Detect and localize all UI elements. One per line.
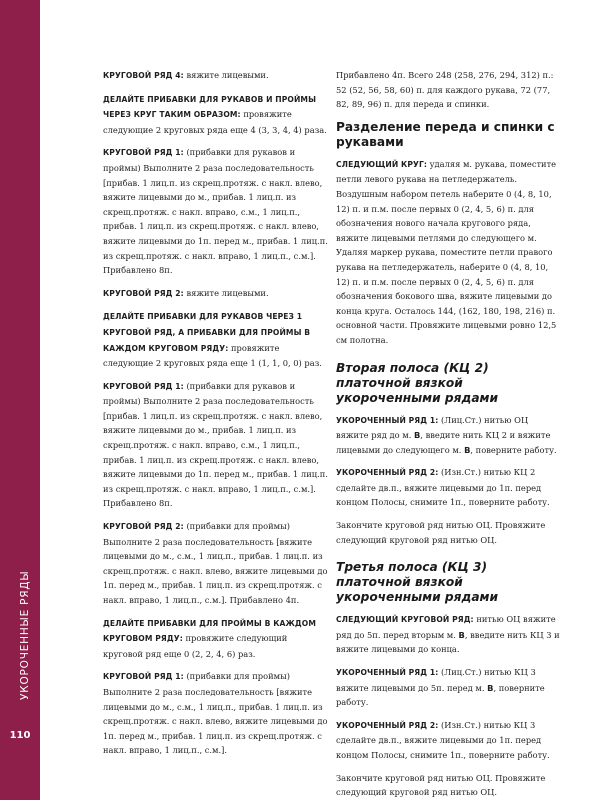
row-text: провяжите следующие 2 круговых ряда еще 1 (1, 1, 0, 0) раз. [103, 342, 322, 369]
row-text: удаляя м. рукава, поместите петли левого рукава на петледержатель. Воздушным набором петель наберите 0 (4, 8, 10, 12) п. и п.м. после первых 0 (2, 4, 5, 6) п. для обозначения нового начала кругового ряда, вяжите лицевыми петлями до следующего м. Удаляя маркер рукава, поместите петли правого рукава на петледержатель, наберите 0 (4, 8, 10, 12) п. и п.м. после первых 0 (2, 4, 5, 6) п. для обозначения бокового шва, вяжите лицевыми до конца круга. Осталось 144, (162, 180, 198, 216) п. основной части. Провяжите лицевыми ровно 12,5 см полотна. [336, 158, 557, 345]
paragraph [103, 379, 329, 511]
row-lead: КРУГОВОЙ РЯД 2: [103, 522, 184, 532]
paragraph [336, 157, 562, 348]
row-text: вяжите лицевыми. [183, 70, 269, 80]
row-lead: КРУГОВОЙ РЯД 2: [103, 288, 184, 298]
paragraph [336, 612, 562, 657]
row-text: (Изн.Ст.) нитью КЦ 3 сделайте дв.п., вяжите лицевыми до 1п. перед концом Полосы, снимите 1п., поверните работу. [336, 719, 550, 760]
row-text: (прибавки для рукавов и проймы) Выполните 2 раза последовательность [прибав. 1 лиц.п. из скрещ.протяж. с накл. влево, вяжите лицевыми до м., прибав. 1 лиц.п. из скрещ.протяж. с накл. вправо, с.м., 1 лиц.п., прибав. 1 лиц.п. из скрещ.протяж. с накл. влево, вяжите лицевыми до 1п. перед м., прибав. 1 лиц.п. из скрещ.протяж. с накл. вправо, 1 лиц.п., с.м.]. Прибавлено 8п. [103, 380, 328, 509]
row-lead: УКОРОЧЕННЫЙ РЯД 2: [336, 468, 439, 478]
row-lead: КРУГОВОЙ РЯД 1: [103, 672, 184, 682]
paragraph [103, 669, 329, 758]
row-text: вяжите лицевыми. [183, 287, 269, 298]
paragraph [103, 286, 329, 302]
paragraph [103, 145, 329, 277]
row-text: провяжите следующий круговой ряд еще 0 (2, 2, 4, 6) раз. [103, 633, 288, 659]
row-text: , введите нить КЦ 3 и вяжите лицевыми до конца. [336, 629, 560, 655]
paragraph [336, 413, 562, 458]
row-lead: УКОРОЧЕННЫЙ РЯД 1: [336, 415, 439, 425]
row-lead: СЛЕДУЮЩИЙ КРУГОВОЙ РЯД: [336, 615, 474, 625]
row-text: (Лиц.Ст.) нитью ОЦ вяжите ряд до м. [336, 414, 529, 441]
row-text: (прибавки для рукавов и проймы) Выполните 2 раза последовательность [прибав. 1 лиц.п. из скрещ.протяж. с накл. влево, вяжите лицевыми до м., прибав. 1 лиц.п. из скрещ.протяж. с накл. вправо, с.м., 1 лиц.п., прибав. 1 лиц.п. из скрещ.протяж. с накл. влево, вяжите лицевыми до 1п. перед м., прибав. 1 лиц.п. из скрещ.протяж. с накл. вправо, 1 лиц.п., с.м.]. Прибавлено 8п. [103, 147, 328, 276]
intro-paragraph: Прибавлено 4п. Всего 248 (258, 276, 294, 312) п.: 52 (52, 56, 58, 60) п. для каждого рукава, 72 (77, 82, 89, 96) п. для переда и спинки. [336, 70, 554, 110]
marker-letter: B [413, 430, 421, 441]
row-text: (прибавки для проймы) Выполните 2 раза последовательность [вяжите лицевыми до м., с.м., 1 лиц.п., прибав. 1 лиц.п. из скрещ.протяж. с накл. влево, вяжите лицевыми до 1п. перед м., прибав. 1 лиц.п. из скрещ.протяж. с накл. вправо, 1 лиц.п., с.м.]. Прибавлено 4п. [103, 521, 328, 605]
row-text: нитью ОЦ вяжите ряд до 5п. перед вторым м. [336, 614, 556, 640]
page-number: 110 [9, 730, 31, 741]
section-heading: Третья полоса (КЦ 3) платочной вязкой укороченными рядами [336, 560, 499, 605]
row-lead: ДЕЛАЙТЕ ПРИБАВКИ ДЛЯ РУКАВОВ И ПРОЙМЫ ЧЕРЕЗ КРУГ ТАКИМ ОБРАЗОМ: [103, 94, 317, 120]
paragraph [336, 718, 562, 763]
paragraph [103, 68, 329, 84]
paragraph [336, 665, 562, 710]
row-text: , поверните работу. [470, 444, 557, 455]
row-text: , поверните работу. [336, 682, 545, 708]
row-lead: КРУГОВОЙ РЯД 1: [103, 381, 184, 391]
row-lead: ДЕЛАЙТЕ ПРИБАВКИ ДЛЯ ПРОЙМЫ В КАЖДОМ КРУГОВОМ РЯДУ: [103, 618, 316, 644]
paragraph: Закончите круговой ряд нитью ОЦ. Провяжите следующий круговой ряд нитью ОЦ. [336, 772, 546, 798]
row-text: (Изн.Ст.) нитью КЦ 2 сделайте дв.п., вяжите лицевыми до 1п. перед концом Полосы, снимите 1п., поверните работу. [336, 467, 550, 508]
row-lead: УКОРОЧЕННЫЙ РЯД 1: [336, 668, 439, 678]
row-text: , введите нить КЦ 2 и вяжите лицевыми до следующего м. [336, 430, 551, 455]
marker-letter: B [487, 682, 494, 693]
section-title: УКОРОЧЕННЫЕ РЯДЫ [19, 570, 31, 700]
paragraph [103, 616, 329, 662]
row-lead: КРУГОВОЙ РЯД 4: [103, 71, 184, 80]
paragraph [103, 519, 329, 608]
row-text: провяжите следующие 2 круговых ряда еще 4 (3, 3, 4, 4) раза. [103, 109, 327, 135]
row-text: (прибавки для проймы) Выполните 2 раза последовательность [вяжите лицевыми до м., с.м., 1 лиц.п., прибав. 1 лиц.п. из скрещ.протяж. с накл. влево, вяжите лицевыми до 1п. перед м., прибав. 1 лиц.п. из скрещ.протяж. с накл. вправо, 1 лиц.п., с.м.]. [103, 671, 328, 756]
section-heading: Разделение переда и спинки с рукавами [336, 119, 555, 149]
row-lead: КРУГОВОЙ РЯД 1: [103, 148, 184, 158]
row-lead: СЛЕДУЮЩИЙ КРУГ: [336, 159, 428, 169]
left-column [103, 68, 329, 766]
paragraph [336, 465, 562, 510]
paragraph [103, 309, 329, 370]
marker-letter: B [458, 629, 465, 640]
right-column [336, 68, 562, 808]
paragraph: Закончите круговой ряд нитью ОЦ. Провяжите следующий круговой ряд нитью ОЦ. [336, 520, 546, 545]
side-bar [0, 0, 40, 800]
paragraph [103, 92, 329, 138]
section-heading: Вторая полоса (КЦ 2) платочной вязкой укороченными рядами [336, 360, 499, 405]
row-text: (Лиц.Ст.) нитью КЦ 3 вяжите лицевыми до 5п. перед м. [336, 667, 536, 693]
marker-letter: B [464, 444, 471, 455]
row-lead: ДЕЛАЙТЕ ПРИБАВКИ ДЛЯ РУКАВОВ ЧЕРЕЗ 1 КРУГОВОЙ РЯД, А ПРИБАВКИ ДЛЯ ПРОЙМЫ В КАЖДОМ КРУГОВОМ РЯДУ: [103, 312, 311, 353]
row-lead: УКОРОЧЕННЫЙ РЯД 2: [336, 720, 439, 730]
